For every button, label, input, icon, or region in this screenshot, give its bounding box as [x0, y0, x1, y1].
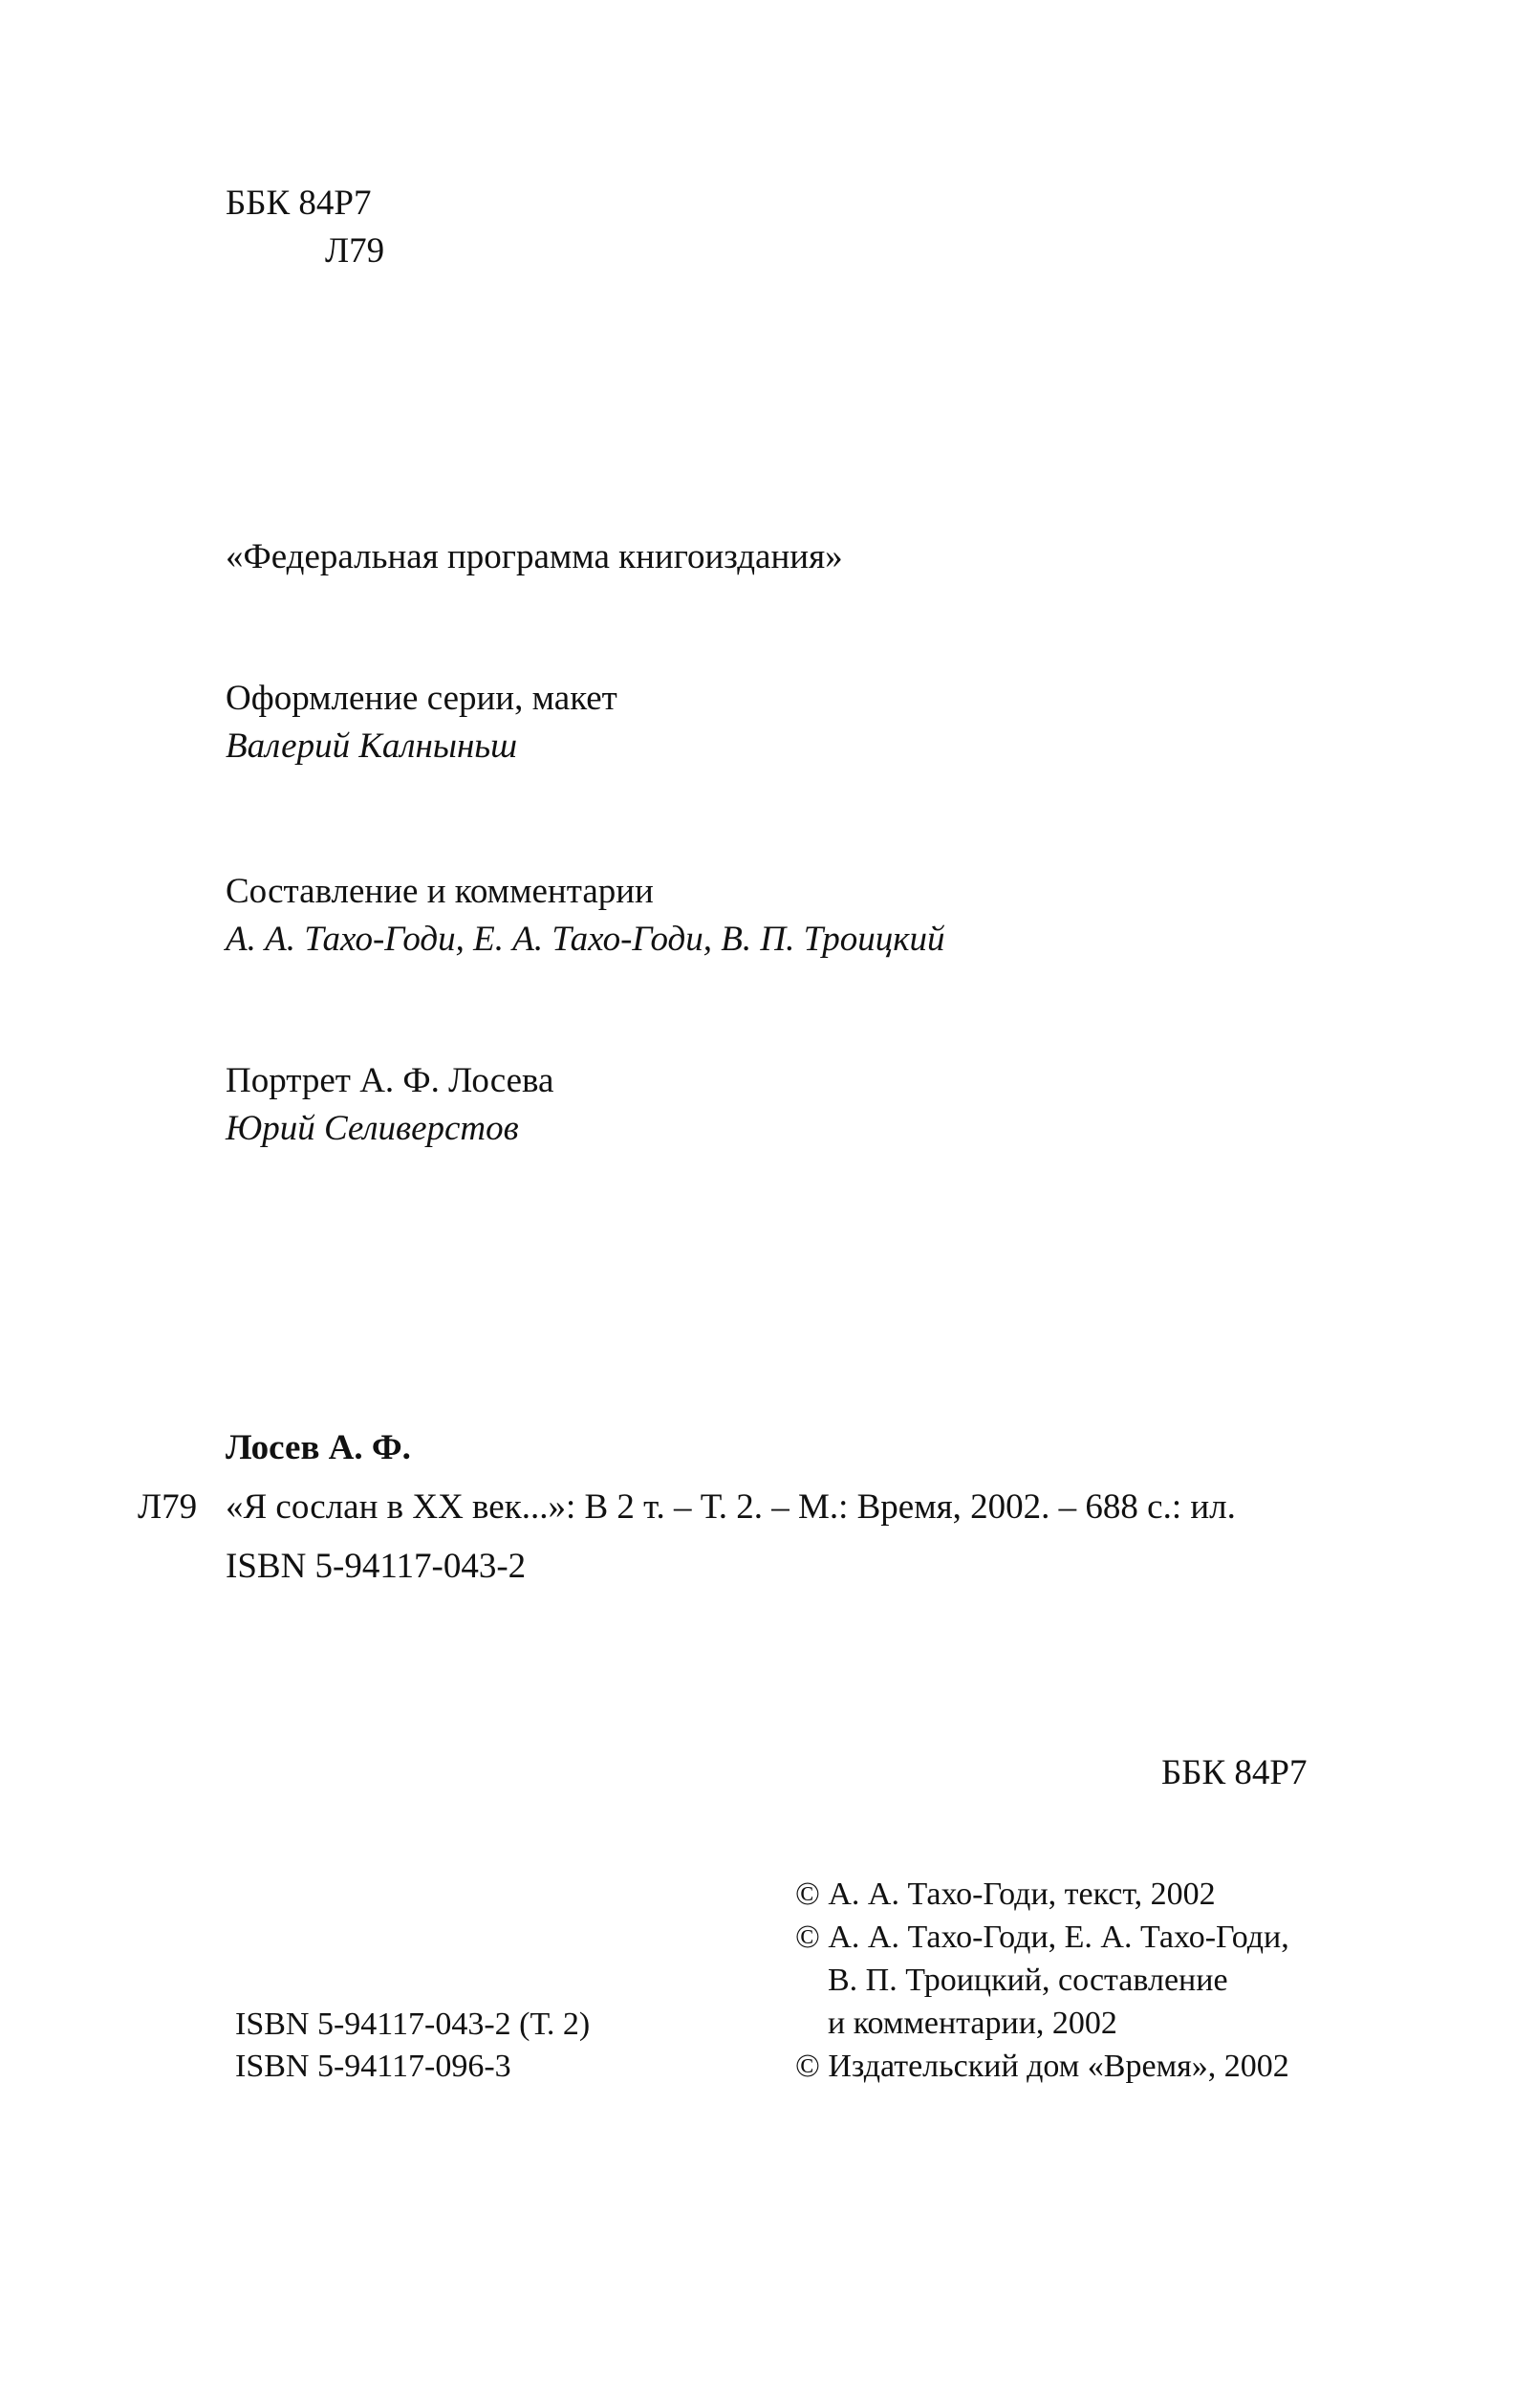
program-title: «Федеральная программа книгоиздания» — [226, 537, 843, 576]
author-sign-top: Л79 — [325, 231, 385, 271]
copyright-line: и комментарии, 2002 — [828, 2006, 1117, 2041]
catalog-bbk: ББК 84Р7 — [1161, 1753, 1308, 1792]
copyright-line: © А. А. Тахо-Годи, Е. А. Тахо-Годи, — [795, 1920, 1289, 1955]
copyright-line: © А. А. Тахо-Годи, текст, 2002 — [795, 1877, 1216, 1912]
catalog-description: «Я сослан в XX век...»: В 2 т. – Т. 2. – М.: Время, 2002. – 688 с.: ил. — [226, 1487, 1236, 1527]
copyright-line: В. П. Троицкий, составление — [828, 1963, 1228, 1998]
credit-role-compilation: Составление и комментарии — [226, 872, 654, 911]
isbn-set: ISBN 5-94117-096-3 — [235, 2049, 511, 2084]
isbn-volume: ISBN 5-94117-043-2 (Т. 2) — [235, 2007, 591, 2042]
credit-names-compilation: А. А. Тахо-Годи, Е. А. Тахо-Годи, В. П. Троицкий — [226, 920, 945, 959]
credit-role-design: Оформление серии, макет — [226, 679, 617, 718]
catalog-isbn: ISBN 5-94117-043-2 — [226, 1547, 527, 1586]
copyright-line: © Издательский дом «Время», 2002 — [795, 2049, 1289, 2084]
credit-role-portrait: Портрет А. Ф. Лосева — [226, 1061, 554, 1100]
catalog-sign: Л79 — [138, 1487, 198, 1527]
credit-names-design: Валерий Калныньш — [226, 727, 518, 766]
credit-names-portrait: Юрий Селиверстов — [226, 1109, 519, 1148]
bbk-code-top: ББК 84Р7 — [226, 184, 372, 223]
catalog-author: Лосев А. Ф. — [226, 1428, 411, 1467]
